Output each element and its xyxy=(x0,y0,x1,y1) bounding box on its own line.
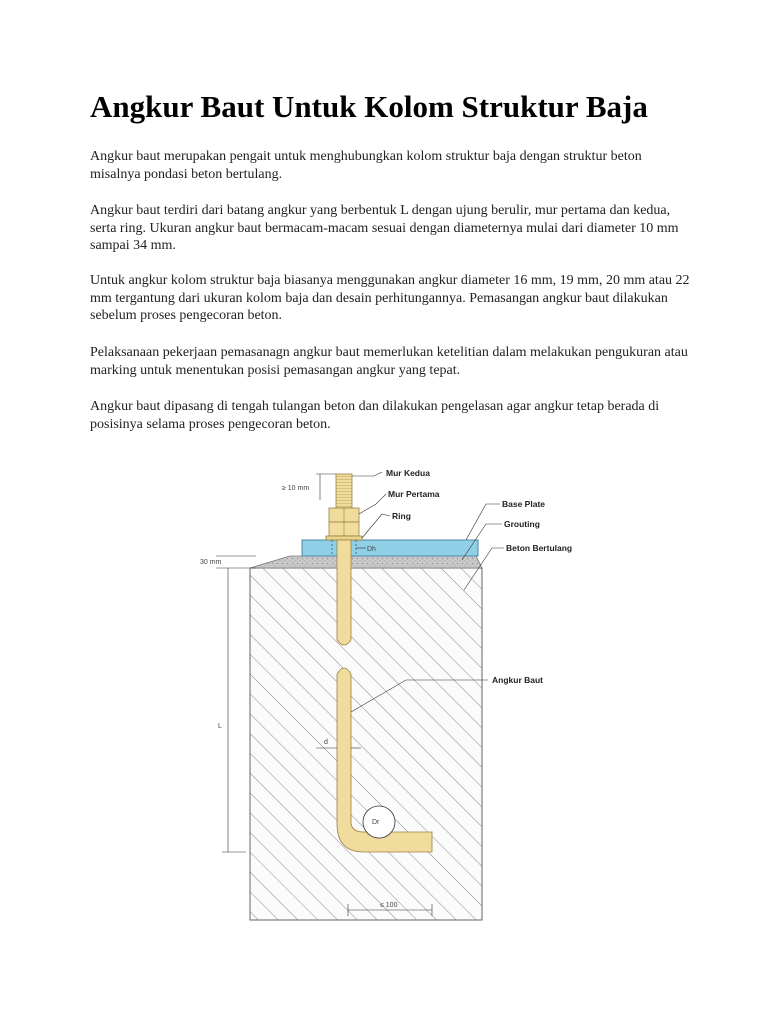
label-mur-pertama: Mur Pertama xyxy=(388,489,440,499)
label-ring: Ring xyxy=(392,511,411,521)
hole-label: Dh xyxy=(367,546,376,553)
bend-label: Dr xyxy=(372,819,380,826)
bolt-thread xyxy=(336,474,352,508)
label-mur-kedua: Mur Kedua xyxy=(386,468,430,478)
paragraph-3: Untuk angkur kolom struktur baja biasanya menggunakan angkur diameter 16 mm, 19 mm, 20 mm atau 22 mm tergantung dari ukuran kolom baja dan desain perhitungannya. Pemasangan angkur baut dilakukan sebelum proses pengecoran beton. xyxy=(90,273,690,323)
grout-layer xyxy=(250,556,482,568)
anchor-bolt-diagram xyxy=(186,452,586,922)
hook-length-label: ≤ 100 xyxy=(380,902,398,909)
label-angkur-baut: Angkur Baut xyxy=(492,675,543,685)
top-length-label: ≥ 10 mm xyxy=(282,485,310,492)
paragraph-1: Angkur baut merupakan pengait untuk menghubungkan kolom struktur baja dengan struktur beton misalnya pondasi beton bertulang. xyxy=(90,149,642,182)
paragraph-2: Angkur baut terdiri dari batang angkur yang berbentuk L dengan ujung berulir, mur pertama dan kedua, serta ring. Ukuran angkur baut bermacam-macam sesuai dengan diameternya mulai dari diameter 10 mm sampai 34 mm. xyxy=(90,203,679,253)
concrete-block xyxy=(250,568,482,920)
length-label: L xyxy=(218,723,222,730)
page-title: Angkur Baut Untuk Kolom Struktur Baja xyxy=(90,89,648,124)
paragraph-4: Pelaksanaan pekerjaan pemasanagn angkur baut memerlukan ketelitian dalam melakukan pengukuran atau marking untuk menentukan posisi pemasangan angkur yang tepat. xyxy=(90,345,688,378)
diameter-label: d xyxy=(324,739,328,746)
paragraph-5: Angkur baut dipasang di tengah tulangan beton dan dilakukan pengelasan agar angkur tetap berada di posisinya selama proses pengecoran beton. xyxy=(90,399,660,432)
base-plate xyxy=(302,540,478,556)
label-grouting: Grouting xyxy=(504,519,540,529)
washer xyxy=(326,536,362,540)
grout-thickness-label: 30 mm xyxy=(200,559,222,566)
bolt-shaft-upper xyxy=(337,540,351,645)
label-base-plate: Base Plate xyxy=(502,499,545,509)
label-beton-bertulang: Beton Bertulang xyxy=(506,543,573,553)
